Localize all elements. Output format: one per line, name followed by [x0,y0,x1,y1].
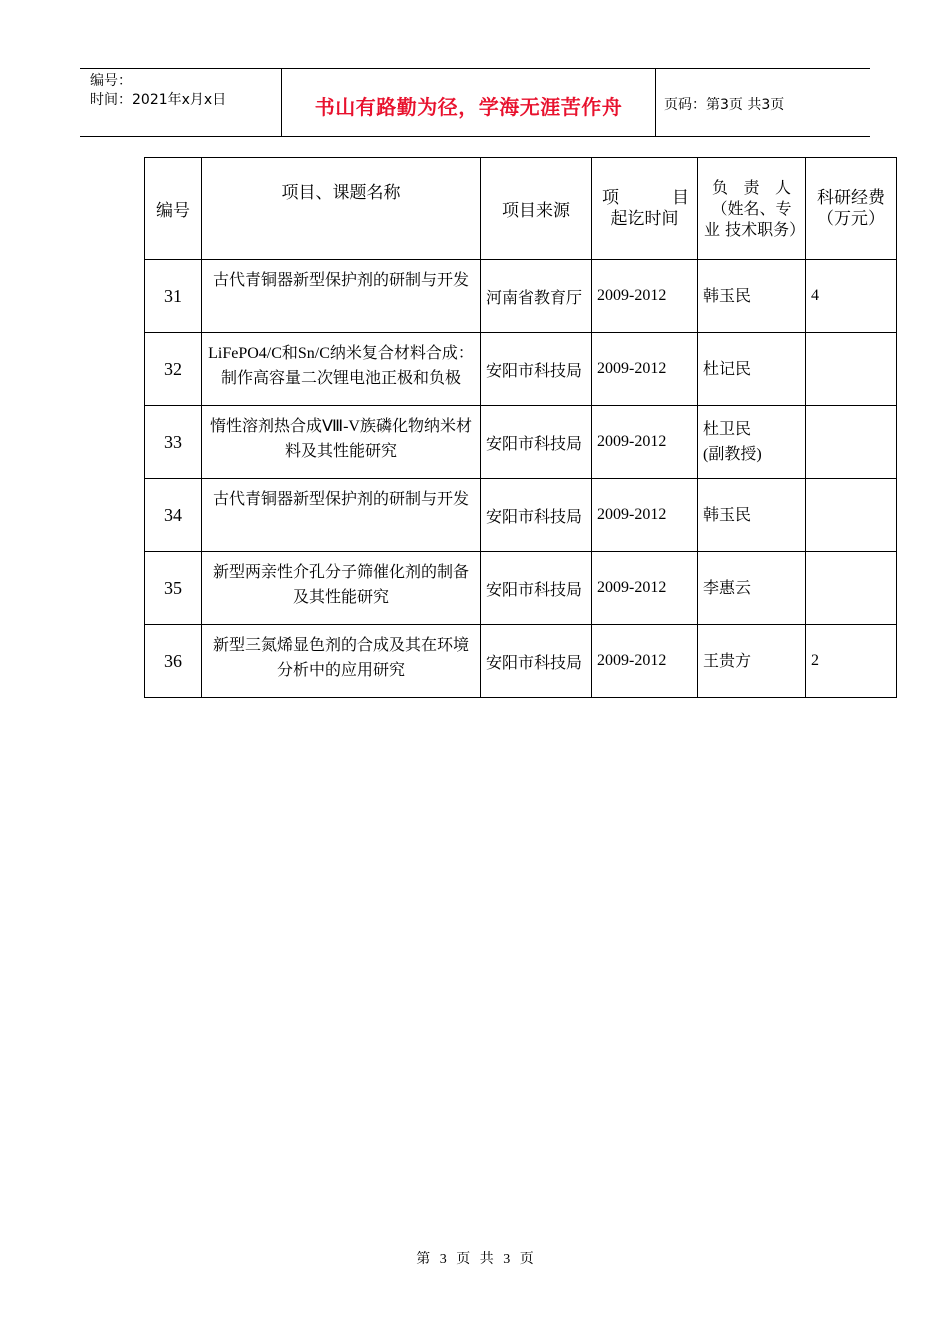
header-meta [90,72,226,110]
column-header-period [592,158,698,260]
project-source: 安阳市科技局 [481,406,592,479]
project-leader [698,406,806,479]
column-header-funding-text: 科研经费 [817,187,885,208]
column-header-period-part: 项 [602,187,619,208]
column-header-leader-part: 负 [712,178,729,197]
header-bottom-rule [80,136,870,137]
project-number: 36 [145,625,202,698]
table-header-row [145,158,897,260]
project-number: 35 [145,552,202,625]
column-header-period-part: 目 [672,187,689,208]
project-funding [806,479,897,552]
project-source: 安阳市科技局 [481,333,592,406]
project-source: 安阳市科技局 [481,552,592,625]
leader-name: 杜卫民 [703,421,752,438]
project-funding [806,333,897,406]
column-header-leader-part: 责 [743,178,760,197]
header-page-info: 页码：第3页 共3页 [664,97,785,113]
footer-text: 共 [479,1252,494,1267]
project-funding: 4 [806,260,897,333]
column-header-title [202,158,481,260]
project-period: 2009-2012 [592,479,698,552]
column-header-leader-text: （姓名、专业 技术职务） [704,199,806,239]
table-row [145,260,897,333]
project-source: 河南省教育厅 [481,260,592,333]
project-title: 新型两亲性介孔分子筛催化剂的制备及其性能研究 [202,552,481,625]
table-row [145,552,897,625]
column-header-leader-part: 人 [774,178,791,197]
table-row [145,479,897,552]
column-header-funding [806,158,897,260]
column-header-source: 项目来源 [481,158,592,260]
column-header-number: 编号 [145,158,202,260]
column-header-period-text: 起讫时间 [610,208,679,229]
column-header-leader [698,158,806,260]
header-top-rule [80,68,870,69]
header-divider [655,68,656,136]
project-number: 32 [145,333,202,406]
project-source: 安阳市科技局 [481,625,592,698]
project-title: 古代青铜器新型保护剂的研制与开发 [202,260,481,333]
document-number-label: 编号： [90,73,132,89]
table-row [145,406,897,479]
leader-name: 韩玉民 [703,506,752,524]
project-funding: 2 [806,625,897,698]
project-title: 新型三氮烯显色剂的合成及其在环境分析中的应用研究 [202,625,481,698]
project-period: 2009-2012 [592,260,698,333]
leader-name: 韩玉民 [703,287,752,305]
project-leader [698,479,806,552]
leader-title: (副教授) [703,446,762,463]
footer-text: 页 [456,1252,471,1267]
project-title: 古代青铜器新型保护剂的研制与开发 [202,479,481,552]
leader-name: 杜记民 [703,360,752,378]
project-leader [698,552,806,625]
project-number: 33 [145,406,202,479]
project-period: 2009-2012 [592,625,698,698]
footer-page-number: 3 [439,1252,447,1267]
table-row [145,625,897,698]
project-table [144,157,897,698]
page-footer [0,1248,950,1268]
footer-total-pages: 3 [503,1252,511,1267]
column-header-funding-unit: （万元） [817,208,885,229]
column-header-title-text: 项目、课题名称 [281,183,401,203]
project-source: 安阳市科技局 [481,479,592,552]
project-number: 31 [145,260,202,333]
leader-name: 王贵方 [703,652,752,670]
document-date: 时间：2021年x月x日 [90,92,227,108]
project-title: LiFePO4/C和Sn/C纳米复合材料合成：制作高容量二次锂电池正极和负极 [202,333,481,406]
project-title: 惰性溶剂热合成Ⅷ-V族磷化物纳米材料及其性能研究 [202,406,481,479]
footer-text: 第 [416,1252,431,1267]
project-leader [698,260,806,333]
leader-name: 李惠云 [703,579,752,597]
project-leader [698,333,806,406]
header-motto: 书山有路勤为径，学海无涯苦作舟 [314,95,623,119]
project-period: 2009-2012 [592,406,698,479]
project-leader [698,625,806,698]
project-period: 2009-2012 [592,333,698,406]
footer-text: 页 [519,1252,534,1267]
table-row [145,333,897,406]
project-funding [806,552,897,625]
project-period: 2009-2012 [592,552,698,625]
project-number: 34 [145,479,202,552]
project-funding [806,406,897,479]
